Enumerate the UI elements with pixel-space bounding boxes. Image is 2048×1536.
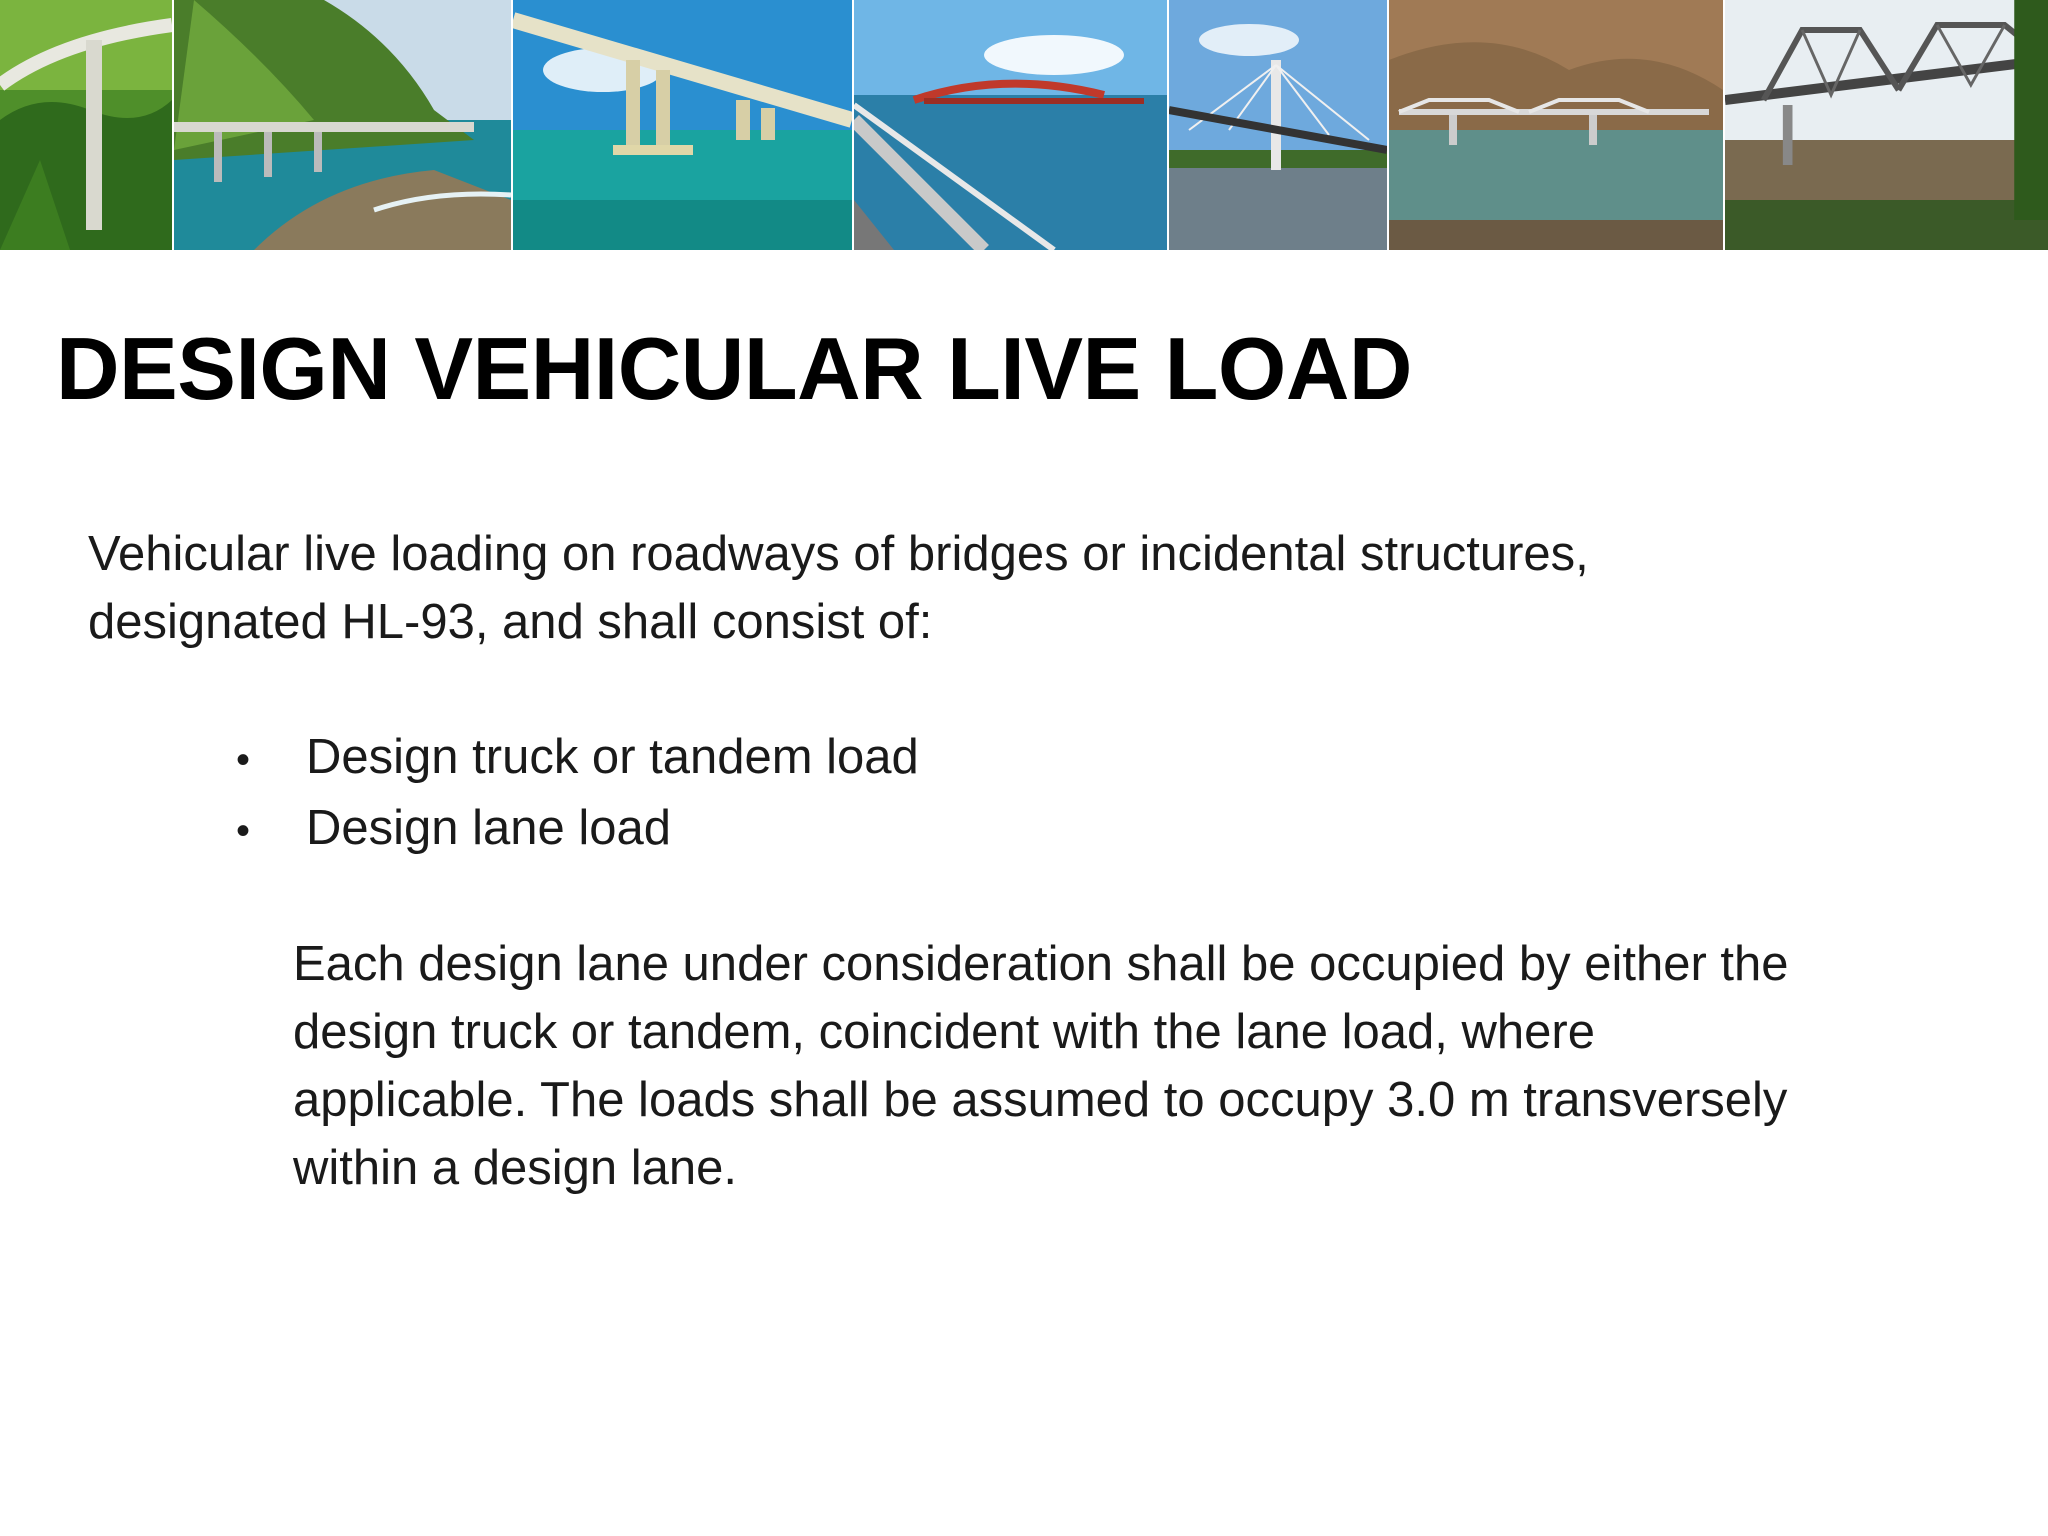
note-line: within a design lane.: [293, 1141, 738, 1195]
bullet-icon: •: [236, 809, 251, 853]
bridge-photo-banner: [0, 0, 2048, 250]
green-viaduct-photo: [0, 0, 174, 250]
blue-bridge-photo: [513, 0, 854, 250]
steel-truss-bridge-photo: [1725, 0, 2048, 250]
intro-paragraph: [88, 520, 1808, 656]
coastal-highway-photo: [174, 0, 513, 250]
design-lane-note: [293, 930, 1933, 1202]
list-item-text: Design truck or tandem load: [306, 730, 919, 784]
list-item: [236, 794, 919, 865]
river-truss-bridge-photo: [1389, 0, 1725, 250]
bay-bridge-photo: [854, 0, 1169, 250]
cable-stayed-bridge-photo: [1169, 0, 1389, 250]
load-components-list: [236, 723, 919, 865]
note-line: applicable. The loads shall be assumed to occupy 3.0 m transversely: [293, 1073, 1788, 1127]
bullet-icon: •: [236, 738, 251, 782]
note-line: Each design lane under consideration shall be occupied by either the: [293, 937, 1789, 991]
note-line: design truck or tandem, coincident with the lane load, where: [293, 1005, 1595, 1059]
intro-line: designated HL-93, and shall consist of:: [88, 595, 933, 649]
intro-line: Vehicular live loading on roadways of bridges or incidental structures,: [88, 527, 1589, 581]
list-item: [236, 723, 919, 794]
slide-title: DESIGN VEHICULAR LIVE LOAD: [56, 319, 1412, 418]
list-item-text: Design lane load: [306, 801, 672, 855]
